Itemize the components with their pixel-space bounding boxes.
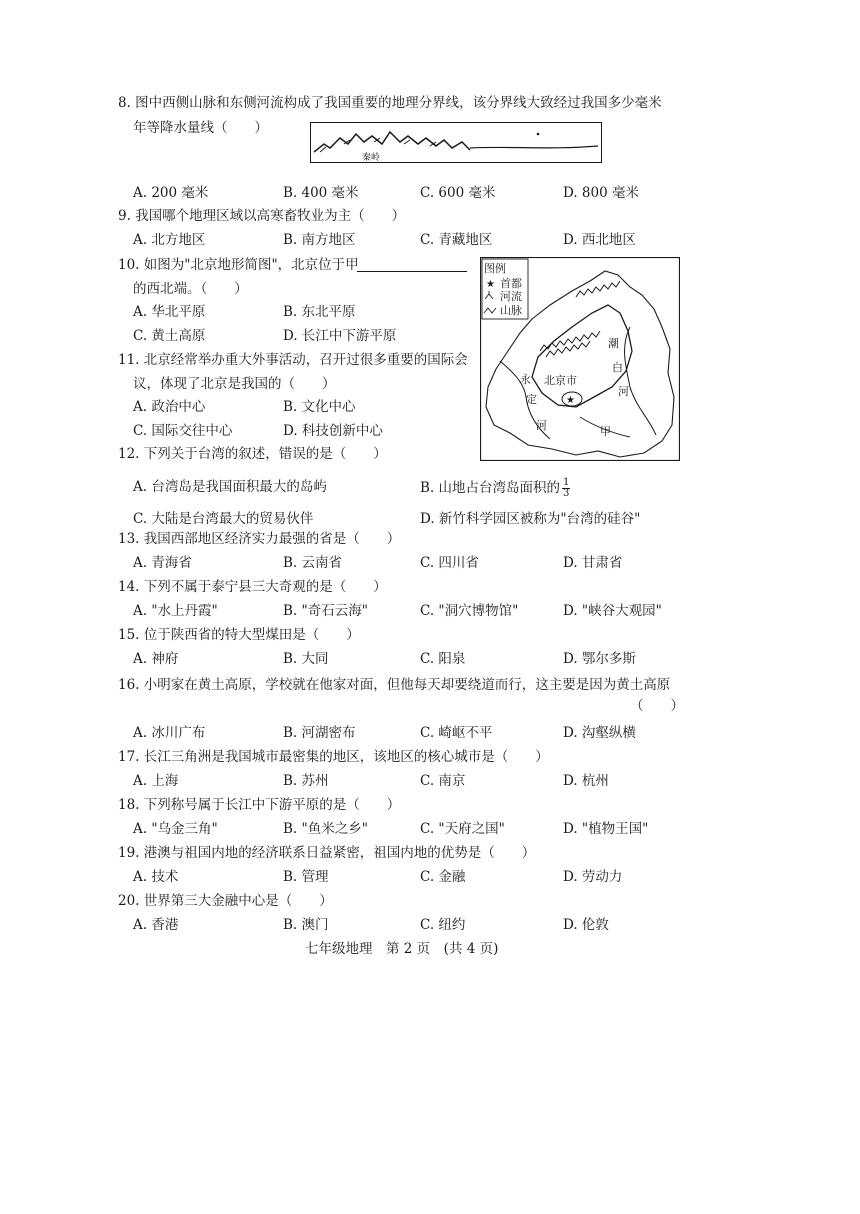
q10-option-a[interactable]: A. 华北平原 (133, 304, 206, 320)
q15-option-b[interactable]: B. 大同 (283, 651, 329, 667)
q9-option-d[interactable]: D. 西北地区 (563, 232, 636, 248)
q11-option-d[interactable]: D. 科技创新中心 (283, 423, 383, 439)
q17-stem: 17. 长江三角洲是我国城市最密集的地区，该地区的核心城市是（ ） (118, 749, 549, 765)
chaobai-river-label-1: 潮 (608, 337, 619, 350)
q19-option-c[interactable]: C. 金融 (420, 869, 466, 885)
q20-stem: 20. 世界第三大金融中心是（ ） (118, 893, 333, 909)
q14-stem: 14. 下列不属于泰宁县三大奇观的是（ ） (118, 579, 387, 595)
q11-option-b[interactable]: B. 文化中心 (283, 399, 356, 415)
q16-stem: 16. 小明家在黄土高原，学校就在他家对面，但他每天却要绕道而行，这主要是因为黄土高原 (118, 677, 671, 693)
chaobai-river-label-3: 河 (618, 385, 629, 398)
q14-option-c[interactable]: C. "洞穴博物馆" (420, 603, 519, 619)
q14-option-b[interactable]: B. "奇石云海" (283, 603, 368, 619)
q9-option-a[interactable]: A. 北方地区 (133, 232, 206, 248)
q13-stem: 13. 我国西部地区经济实力最强的省是（ ） (118, 531, 401, 547)
q16-option-b[interactable]: B. 河湖密布 (283, 725, 356, 741)
q12-option-d[interactable]: D. 新竹科学园区被称为"台湾的硅谷" (420, 511, 641, 527)
one-third-fraction (562, 478, 570, 499)
chaobai-river-label-2: 白 (612, 361, 623, 374)
q16-option-d[interactable]: D. 沟壑纵横 (563, 725, 636, 741)
beijing-city-label: 北京市 (544, 374, 577, 387)
q8-option-d[interactable]: D. 800 毫米 (563, 185, 639, 201)
fraction-numerator: 1 (563, 477, 570, 488)
qinling-label: 秦岭 (362, 153, 381, 163)
q20-option-b[interactable]: B. 澳门 (283, 917, 329, 933)
q12-option-c[interactable]: C. 大陆是台湾最大的贸易伙伴 (133, 511, 314, 527)
q15-option-a[interactable]: A. 神府 (133, 651, 179, 667)
yongding-river-label-2: 定 (526, 393, 537, 406)
legend-mountain: 山脉 (500, 304, 522, 317)
mountain-range-icon (314, 132, 470, 152)
qinling-figure (310, 122, 602, 164)
q17-option-b[interactable]: B. 苏州 (283, 773, 329, 789)
q19-stem: 19. 港澳与祖国内地的经济联系日益紧密，祖国内地的优势是（ ） (118, 845, 536, 861)
q10-stem-line2: 的西北端。（ ） (133, 281, 248, 297)
q17-option-a[interactable]: A. 上海 (133, 773, 179, 789)
q10-option-b[interactable]: B. 东北平原 (283, 304, 356, 320)
river-line-icon (470, 146, 598, 148)
region-jia-label: 甲 (600, 425, 611, 438)
q19-option-d[interactable]: D. 劳动力 (563, 869, 623, 885)
star-icon: ★ (486, 279, 495, 290)
q12-option-b[interactable] (420, 478, 570, 499)
q16-option-a[interactable]: A. 冰川广布 (133, 725, 206, 741)
legend-title: 图例 (484, 262, 506, 275)
q8-option-c[interactable]: C. 600 毫米 (420, 185, 496, 201)
q12-stem: 12. 下列关于台湾的叙述，错误的是（ ） (118, 446, 387, 462)
legend-river: 河流 (500, 290, 522, 303)
q13-option-d[interactable]: D. 甘肃省 (563, 555, 623, 571)
q16-answer-bracket: （ ） (630, 698, 684, 714)
q13-option-b[interactable]: B. 云南省 (283, 555, 343, 571)
q8-option-b[interactable]: B. 400 毫米 (283, 185, 359, 201)
fraction-denominator: 3 (563, 488, 570, 499)
yongding-river-label-1: 永 (520, 373, 531, 386)
q16-option-c[interactable]: C. 崎岖不平 (420, 725, 493, 741)
q8-option-a[interactable]: A. 200 毫米 (133, 185, 209, 201)
q17-option-c[interactable]: C. 南京 (420, 773, 466, 789)
page-footer: 七年级地理 第 2 页 (共 4 页) (305, 941, 499, 957)
beijing-terrain-map (480, 257, 680, 461)
q15-option-c[interactable]: C. 阳泉 (420, 651, 466, 667)
q9-option-b[interactable]: B. 南方地区 (283, 232, 356, 248)
q12-option-a[interactable]: A. 台湾岛是我国面积最大的岛屿 (133, 479, 327, 495)
q18-stem: 18. 下列称号属于长江中下游平原的是（ ） (118, 797, 401, 813)
river-icon (485, 291, 493, 299)
q18-option-b[interactable]: B. "鱼米之乡" (283, 821, 368, 837)
q10-option-c[interactable]: C. 黄土高原 (133, 328, 206, 344)
q10-option-d[interactable]: D. 长江中下游平原 (283, 328, 397, 344)
q11-stem-line1: 11. 北京经常举办重大外事活动，召开过很多重要的国际会 (118, 352, 468, 368)
q13-option-a[interactable]: A. 青海省 (133, 555, 192, 571)
q15-option-d[interactable]: D. 鄂尔多斯 (563, 651, 636, 667)
q14-option-d[interactable]: D. "峡谷大观园" (563, 603, 662, 619)
q19-option-a[interactable]: A. 技术 (133, 869, 179, 885)
q18-option-c[interactable]: C. "天府之国" (420, 821, 505, 837)
q8-stem-line1: 8. 图中西侧山脉和东侧河流构成了我国重要的地理分界线，该分界线大致经过我国多少毫米 (118, 95, 662, 111)
q20-option-a[interactable]: A. 香港 (133, 917, 179, 933)
q18-option-d[interactable]: D. "植物王国" (563, 821, 649, 837)
q8-stem-line2: 年等降水量线（ ） (133, 120, 268, 136)
yongding-river-label-3: 河 (536, 419, 547, 432)
q13-option-c[interactable]: C. 四川省 (420, 555, 479, 571)
q9-option-c[interactable]: C. 青藏地区 (420, 232, 493, 248)
q12-option-b-text: B. 山地占台湾岛面积的 (420, 480, 561, 496)
q19-option-b[interactable]: B. 管理 (283, 869, 329, 885)
mountain-icon (484, 308, 496, 313)
q15-stem: 15. 位于陕西省的特大型煤田是（ ） (118, 627, 360, 643)
q20-option-c[interactable]: C. 纽约 (420, 917, 466, 933)
q11-stem-line2: 议，体现了北京是我国的（ ） (133, 376, 336, 392)
q18-option-a[interactable]: A. "乌金三角" (133, 821, 218, 837)
legend-capital: 首都 (500, 277, 522, 290)
q10-answer-blank (357, 271, 467, 272)
q17-option-d[interactable]: D. 杭州 (563, 773, 609, 789)
capital-star-icon: ★ (566, 395, 575, 406)
q20-option-d[interactable]: D. 伦敦 (563, 917, 609, 933)
q14-option-a[interactable]: A. "水上丹霞" (133, 603, 218, 619)
q10-stem-line1: 10. 如图为"北京地形简图"，北京位于甲 (118, 257, 359, 273)
q11-option-a[interactable]: A. 政治中心 (133, 399, 206, 415)
q9-stem: 9. 我国哪个地理区域以高寒畜牧业为主（ ） (118, 208, 406, 224)
q11-option-c[interactable]: C. 国际交往中心 (133, 423, 233, 439)
